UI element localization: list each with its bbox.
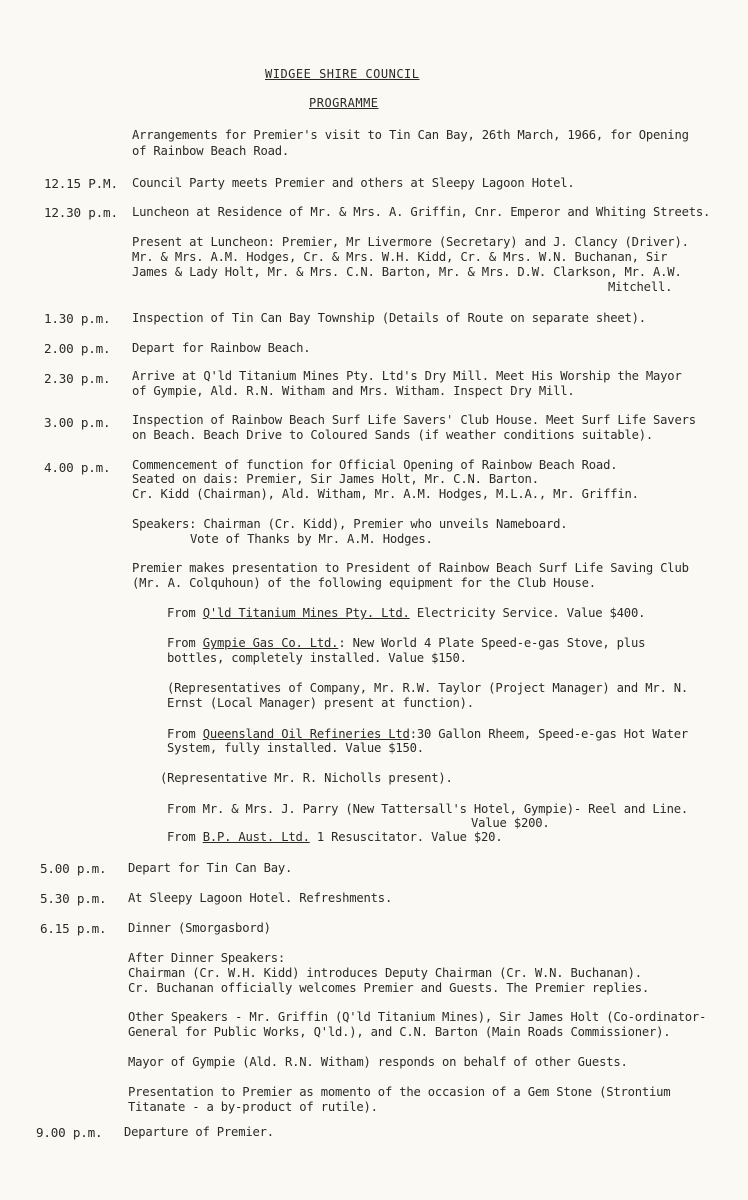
time-label: 5.00 p.m. (40, 861, 107, 876)
time-label: 6.15 p.m. (40, 921, 107, 936)
gem-presentation-text: Titanate - a by-product of rutile). (128, 1100, 378, 1114)
gift-details: :30 Gallon Rheem, Speed-e-gas Hot Water (409, 727, 689, 741)
speakers-text: Vote of Thanks by Mr. A.M. Hodges. (190, 532, 433, 546)
gift-line (167, 636, 645, 651)
gift-line (167, 830, 502, 845)
presentation-text: (Mr. A. Colquhoun) of the following equipment for the Club House. (132, 576, 596, 590)
gift-from: From (167, 830, 203, 844)
gift-details: 1 Resuscitator. Value $20. (309, 830, 503, 844)
speakers-text: Speakers: Chairman (Cr. Kidd), Premier who unveils Nameboard. (132, 517, 568, 531)
other-speakers-text: General for Public Works, Q'ld.), and C.N. Barton (Main Roads Commissioner). (128, 1025, 671, 1039)
luncheon-guests: Mitchell. (608, 280, 673, 294)
gift-from: From (167, 727, 203, 741)
gift-line (167, 606, 645, 621)
gift-line: Value $200. (471, 816, 550, 830)
event-text: Inspection of Rainbow Beach Surf Life Savers' Club House. Meet Surf Life Savers (132, 413, 696, 427)
event-text: Commencement of function for Official Opening of Rainbow Beach Road. (132, 458, 618, 472)
event-text: of Gympie, Ald. R.N. Witham and Mrs. Witham. Inspect Dry Mill. (132, 384, 575, 398)
event-text: Seated on dais: Premier, Sir James Holt, Mr. C.N. Barton. (132, 472, 539, 486)
gift-line (167, 727, 688, 742)
gift-company: Q'ld Titanium Mines Pty. Ltd. (202, 606, 410, 620)
time-label: 12.30 p.m. (44, 205, 118, 220)
gift-representatives: (Representative Mr. R. Nicholls present). (160, 771, 453, 785)
council-title: WIDGEE SHIRE COUNCIL (265, 67, 420, 81)
gift-line: System, fully installed. Value $150. (167, 741, 424, 755)
event-text: Cr. Kidd (Chairman), Ald. Witham, Mr. A.M. Hodges, M.L.A., Mr. Griffin. (132, 487, 639, 501)
presentation-text: Premier makes presentation to President of Rainbow Beach Surf Life Saving Club (132, 561, 689, 575)
event-text: Depart for Tin Can Bay. (128, 861, 293, 875)
event-text: At Sleepy Lagoon Hotel. Refreshments. (128, 891, 393, 905)
intro-line: Arrangements for Premier's visit to Tin Can Bay, 26th March, 1966, for Opening (132, 128, 689, 142)
gift-line: bottles, completely installed. Value $150. (167, 651, 467, 665)
gift-company: Queensland Oil Refineries Ltd (202, 727, 410, 741)
after-dinner-text: Chairman (Cr. W.H. Kidd) introduces Deputy Chairman (Cr. W.N. Buchanan). (128, 966, 642, 980)
gift-representatives: (Representatives of Company, Mr. R.W. Taylor (Project Manager) and Mr. N. (167, 681, 689, 695)
programme-heading: PROGRAMME (309, 96, 379, 110)
gift-details: : New World 4 Plate Speed-e-gas Stove, plus (338, 636, 646, 650)
event-text: Council Party meets Premier and others at Sleepy Lagoon Hotel. (132, 176, 575, 190)
event-text: Departure of Premier. (124, 1125, 274, 1139)
event-text: Inspection of Tin Can Bay Township (Details of Route on separate sheet). (132, 311, 646, 325)
event-text: Dinner (Smorgasbord) (128, 921, 271, 935)
luncheon-guests: Present at Luncheon: Premier, Mr Livermore (Secretary) and J. Clancy (Driver). (132, 235, 689, 249)
luncheon-guests: Mr. & Mrs. A.M. Hodges, Cr. & Mrs. W.H. Kidd, Cr. & Mrs. W.N. Buchanan, Sir (132, 250, 668, 264)
gift-company: Gympie Gas Co. Ltd. (202, 636, 339, 650)
time-label: 1.30 p.m. (44, 311, 111, 326)
gift-details: Electricity Service. Value $400. (409, 606, 646, 620)
gift-representatives: Ernst (Local Manager) present at function). (167, 696, 474, 710)
time-label: 3.00 p.m. (44, 415, 111, 430)
gift-line: From Mr. & Mrs. J. Parry (New Tattersall's Hotel, Gympie)- Reel and Line. (167, 802, 689, 816)
event-text: Luncheon at Residence of Mr. & Mrs. A. Griffin, Cnr. Emperor and Whiting Streets. (132, 205, 711, 219)
time-label: 12.15 P.M. (44, 176, 118, 191)
intro-line: of Rainbow Beach Road. (132, 144, 290, 158)
event-text: Arrive at Q'ld Titanium Mines Pty. Ltd's Dry Mill. Meet His Worship the Mayor (132, 369, 682, 383)
after-dinner-text: After Dinner Speakers: (128, 951, 286, 965)
gem-presentation-text: Presentation to Premier as momento of the occasion of a Gem Stone (Strontium (128, 1085, 671, 1099)
gift-from: From (167, 606, 203, 620)
gift-from: From (167, 636, 203, 650)
luncheon-guests: James & Lady Holt, Mr. & Mrs. C.N. Barton, Mr. & Mrs. D.W. Clarkson, Mr. A.W. (132, 265, 682, 279)
time-label: 5.30 p.m. (40, 891, 107, 906)
time-label: 9.00 p.m. (36, 1125, 103, 1140)
event-text: Depart for Rainbow Beach. (132, 341, 311, 355)
gift-company: B.P. Aust. Ltd. (202, 830, 310, 844)
after-dinner-text: Cr. Buchanan officially welcomes Premier and Guests. The Premier replies. (128, 981, 650, 995)
time-label: 2.30 p.m. (44, 371, 111, 386)
time-label: 2.00 p.m. (44, 341, 111, 356)
other-speakers-text: Other Speakers - Mr. Griffin (Q'ld Titanium Mines), Sir James Holt (Co-ordinator- (128, 1010, 707, 1024)
event-text: on Beach. Beach Drive to Coloured Sands (if weather conditions suitable). (132, 428, 654, 442)
mayor-response-text: Mayor of Gympie (Ald. R.N. Witham) responds on behalf of other Guests. (128, 1055, 628, 1069)
time-label: 4.00 p.m. (44, 460, 111, 475)
